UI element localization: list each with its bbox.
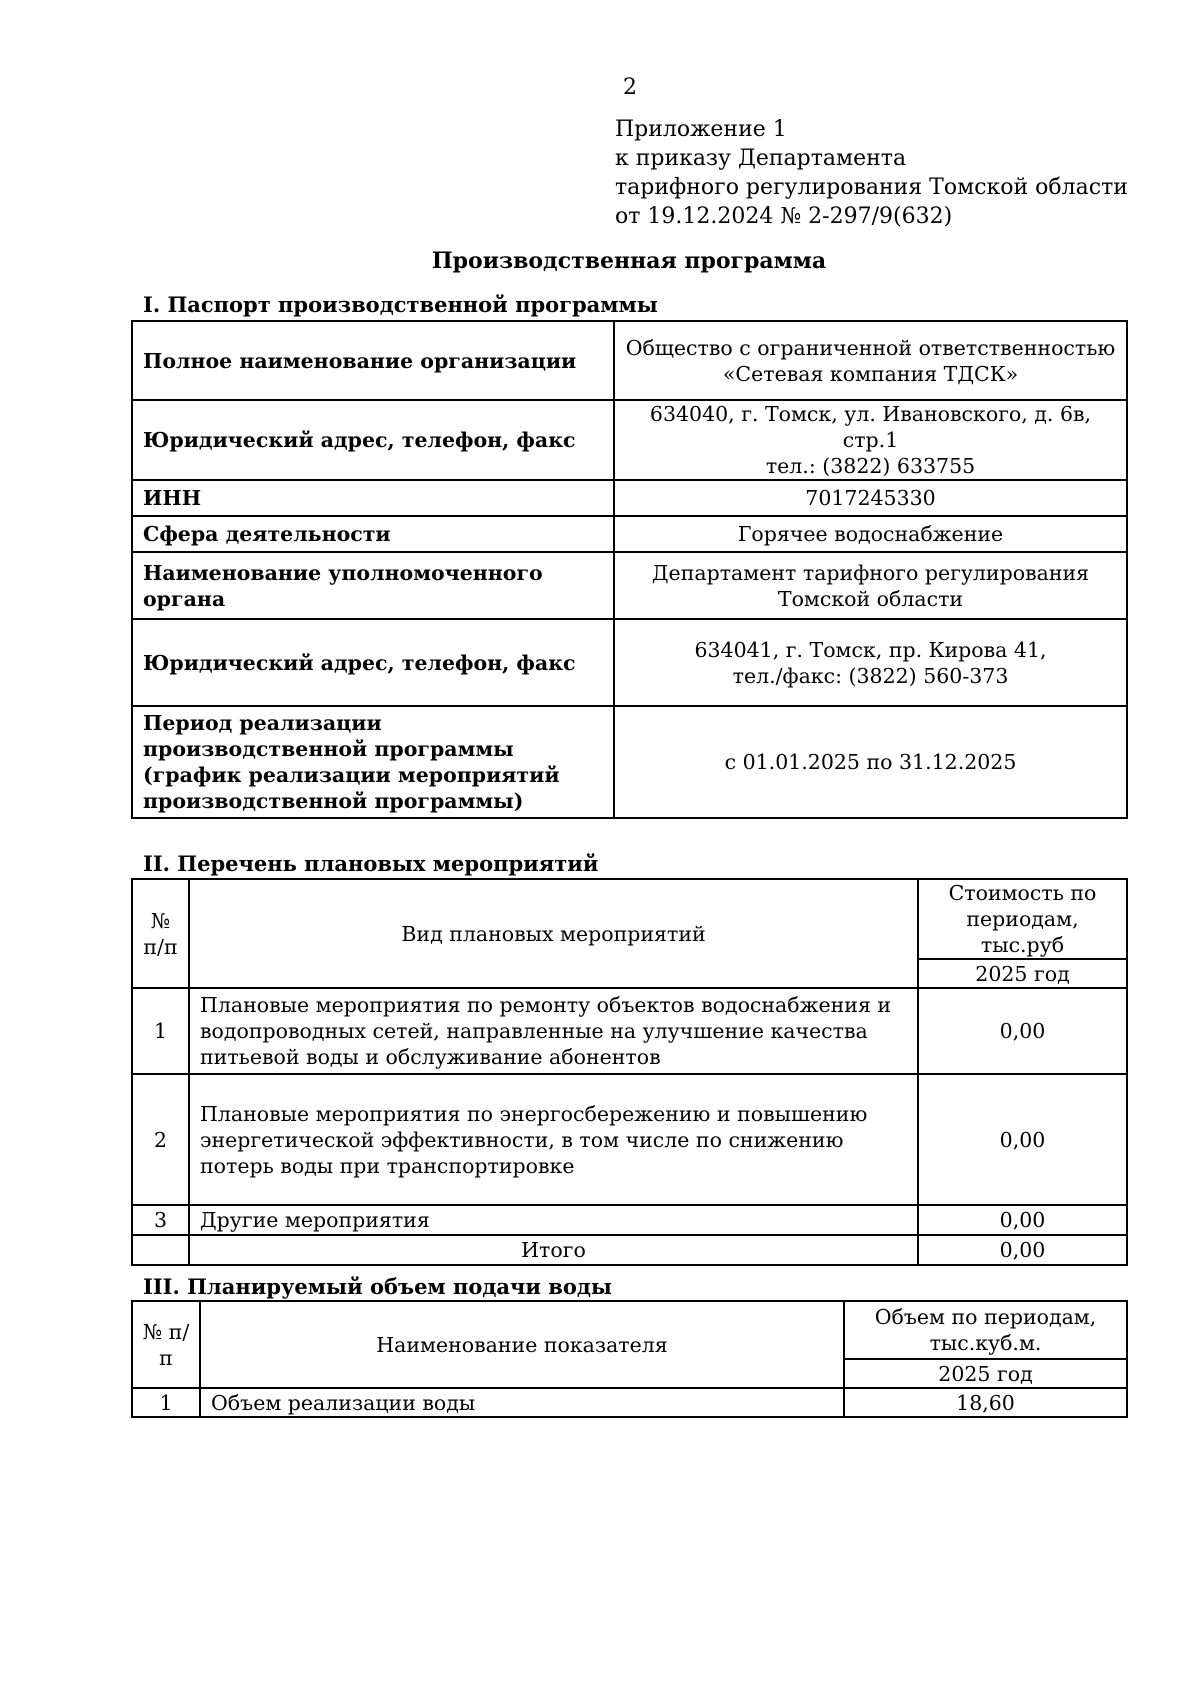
value-line: Горячее водоснабжение: [737, 522, 1004, 546]
passport-value: [614, 619, 1127, 706]
volume-table: [131, 1300, 1128, 1418]
table-header-row: [132, 879, 1127, 959]
row-value: 0,00: [918, 1074, 1127, 1205]
plan-table: [131, 878, 1128, 1266]
passport-value: [614, 516, 1127, 552]
header-type: Вид плановых мероприятий: [189, 879, 918, 988]
header-cost: Стоимость по периодам, тыс.руб: [918, 879, 1127, 959]
value-line: Томской области: [777, 586, 964, 611]
passport-value: [614, 400, 1127, 480]
row-value: 0,00: [918, 1205, 1127, 1235]
total-empty-cell: [132, 1235, 189, 1265]
page-number: 2: [623, 75, 637, 100]
table-header-row: [132, 1301, 1127, 1359]
value-line: Департамент тарифного регулирования: [651, 560, 1090, 585]
value-line: с 01.01.2025 по 31.12.2025: [724, 750, 1017, 774]
value-line: Общество с ограниченной ответственностью: [625, 335, 1116, 360]
value-line: тел./факс: (3822) 560-373: [732, 663, 1009, 688]
header-volume: Объем по периодам, тыс.куб.м.: [844, 1301, 1127, 1359]
table-row: [132, 516, 1127, 552]
passport-label: Сфера деятельности: [132, 516, 614, 552]
document-title: Производственная программа: [431, 248, 827, 274]
value-line: 7017245330: [805, 486, 936, 510]
header-year: 2025 год: [844, 1359, 1127, 1388]
header-num: № п/п: [132, 879, 189, 988]
row-num: 2: [132, 1074, 189, 1205]
section-3-title: III. Планируемый объем подачи воды: [143, 1274, 612, 1299]
appendix-line-1: Приложение 1: [615, 117, 787, 142]
table-row: [132, 619, 1127, 706]
row-text: Плановые мероприятия по энергосбережению и повышению энергетической эффективности, в том числе по снижению потерь воды при транспортировке: [189, 1074, 918, 1205]
row-value: 18,60: [844, 1388, 1127, 1417]
total-row: [132, 1235, 1127, 1265]
section-2-title: II. Перечень плановых мероприятий: [143, 851, 599, 876]
header-name: Наименование показателя: [200, 1301, 844, 1388]
passport-label: Наименование уполномоченного органа: [132, 552, 614, 619]
table-row: [132, 988, 1127, 1074]
table-row: [132, 1074, 1127, 1205]
row-num: 3: [132, 1205, 189, 1235]
row-value: 0,00: [918, 988, 1127, 1074]
passport-value: [614, 321, 1127, 400]
row-text: Плановые мероприятия по ремонту объектов водоснабжения и водопроводных сетей, направленные на улучшение качества питьевой воды и обслуживание абонентов: [189, 988, 918, 1074]
passport-label: Полное наименование организации: [132, 321, 614, 400]
appendix-line-2: к приказу Департамента: [615, 146, 907, 171]
section-1-title: I. Паспорт производственной программы: [143, 292, 658, 317]
passport-table: [131, 320, 1128, 819]
passport-value: [614, 706, 1127, 818]
passport-value: [614, 480, 1127, 516]
row-num: 1: [132, 1388, 200, 1417]
total-value: 0,00: [918, 1235, 1127, 1265]
value-line: 634041, г. Томск, пр. Кирова 41,: [694, 637, 1047, 662]
value-line: тел.: (3822) 633755: [765, 454, 976, 478]
table-row: [132, 321, 1127, 400]
table-row: [132, 1388, 1127, 1417]
passport-label: Юридический адрес, телефон, факс: [132, 400, 614, 480]
table-row: [132, 552, 1127, 619]
passport-label: ИНН: [132, 480, 614, 516]
table-row: [132, 1205, 1127, 1235]
value-line: 634040, г. Томск, ул. Ивановского, д. 6в, стр.1: [649, 402, 1092, 452]
row-text: Другие мероприятия: [189, 1205, 918, 1235]
appendix-line-4: от 19.12.2024 № 2-297/9(632): [615, 204, 953, 229]
table-row: [132, 706, 1127, 818]
appendix-block: [615, 115, 1128, 231]
total-label: Итого: [189, 1235, 918, 1265]
row-num: 1: [132, 988, 189, 1074]
passport-label: Юридический адрес, телефон, факс: [132, 619, 614, 706]
appendix-line-3: тарифного регулирования Томской области: [615, 175, 1128, 200]
header-year: 2025 год: [918, 959, 1127, 988]
row-name: Объем реализации воды: [200, 1388, 844, 1417]
passport-value: [614, 552, 1127, 619]
passport-label: Период реализации производственной программы (график реализации мероприятий производственной программы): [132, 706, 614, 818]
header-num: № п/п: [132, 1301, 200, 1388]
table-row: [132, 480, 1127, 516]
table-row: [132, 400, 1127, 480]
value-line: «Сетевая компания ТДСК»: [722, 361, 1019, 386]
